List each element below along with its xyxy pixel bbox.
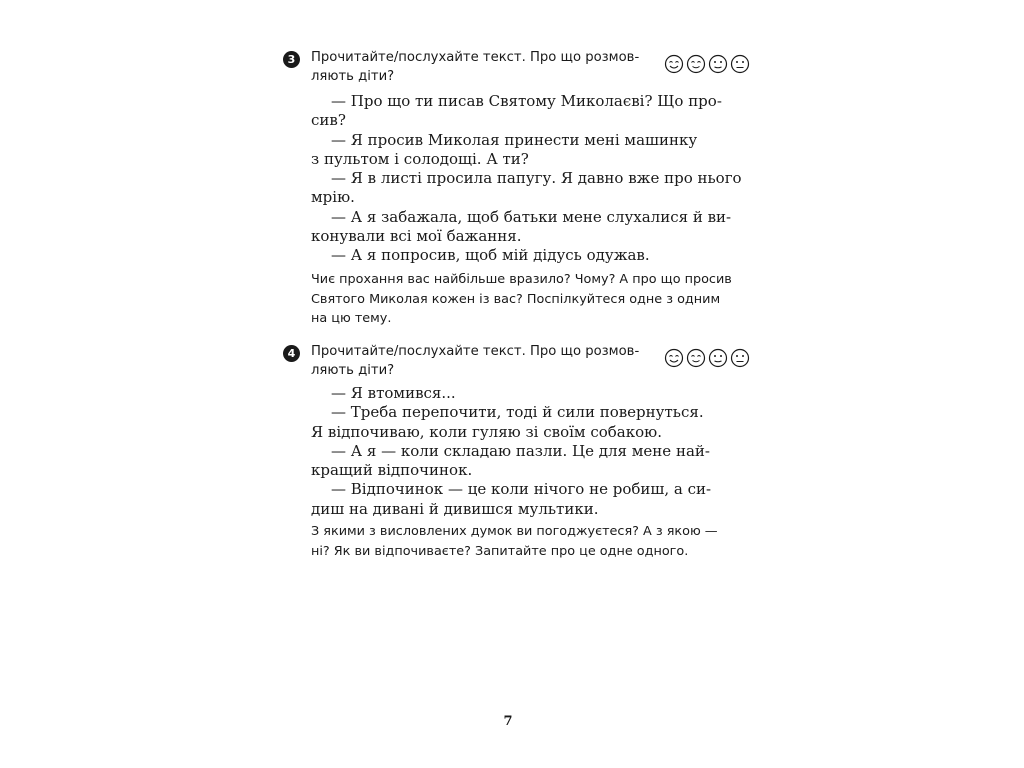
self-assessment-smileys (664, 347, 754, 369)
smiling-face-icon (688, 56, 705, 73)
sad-face-icon (732, 56, 749, 73)
dialog-line: — А я попросив, щоб мій дідусь одужав. (331, 246, 650, 265)
task-instruction: Прочитайте/послухайте текст. Про що розмов- ляють діти? (311, 50, 640, 84)
task-number-badge: 3 (283, 51, 300, 68)
task-instruction: Прочитайте/послухайте текст. Про що розмов- ляють діти? (311, 344, 640, 378)
neutral-face-icon (710, 56, 727, 73)
dialog-line: — Про що ти писав Святому Миколаєві? Що про- сив? (311, 92, 722, 130)
dialog-line: — Відпочинок — це коли нічого не робиш, а си- диш на дивані й дивишся мультики. (311, 480, 712, 518)
task-number-badge: 4 (283, 345, 300, 362)
discussion-question: З якими з висловлених думок ви погоджуєтеся? А з якою — ні? Як ви відпочиваєте? Запитайте про це одне одного. (311, 524, 718, 559)
page-number: 7 (503, 714, 513, 729)
sad-face-icon (732, 350, 749, 367)
discussion-question: Чиє прохання вас найбільше вразило? Чому? А про що просив Святого Миколая кожен із вас? Поспілкуйтеся одне з одним на цю тему. (311, 272, 732, 326)
smiling-face-icon (688, 350, 705, 367)
dialog-line: — Треба перепочити, тоді й сили повернуться. Я відпочиваю, коли гуляю зі своїм собакою. (311, 403, 704, 441)
dialog-line: — Я в листі просила папугу. Я давно вже про нього мрію. (311, 169, 742, 207)
dialog-text (311, 92, 751, 266)
dialog-line: — А я забажала, щоб батьки мене слухалися й ви- конували всі мої бажання. (311, 207, 732, 246)
dialog-line: — Я просив Миколая принести мені машинку з пультом і солодощі. А ти? (311, 130, 698, 168)
dialog-text (311, 384, 751, 519)
smiling-face-icon (666, 350, 683, 367)
smiling-face-icon (666, 56, 683, 73)
neutral-face-icon (710, 350, 727, 367)
dialog-line: — А я — коли складаю пазли. Це для мене най- кращий відпочинок. (311, 441, 710, 480)
dialog-line: — Я втомився... (331, 384, 456, 402)
self-assessment-smileys (664, 53, 754, 75)
